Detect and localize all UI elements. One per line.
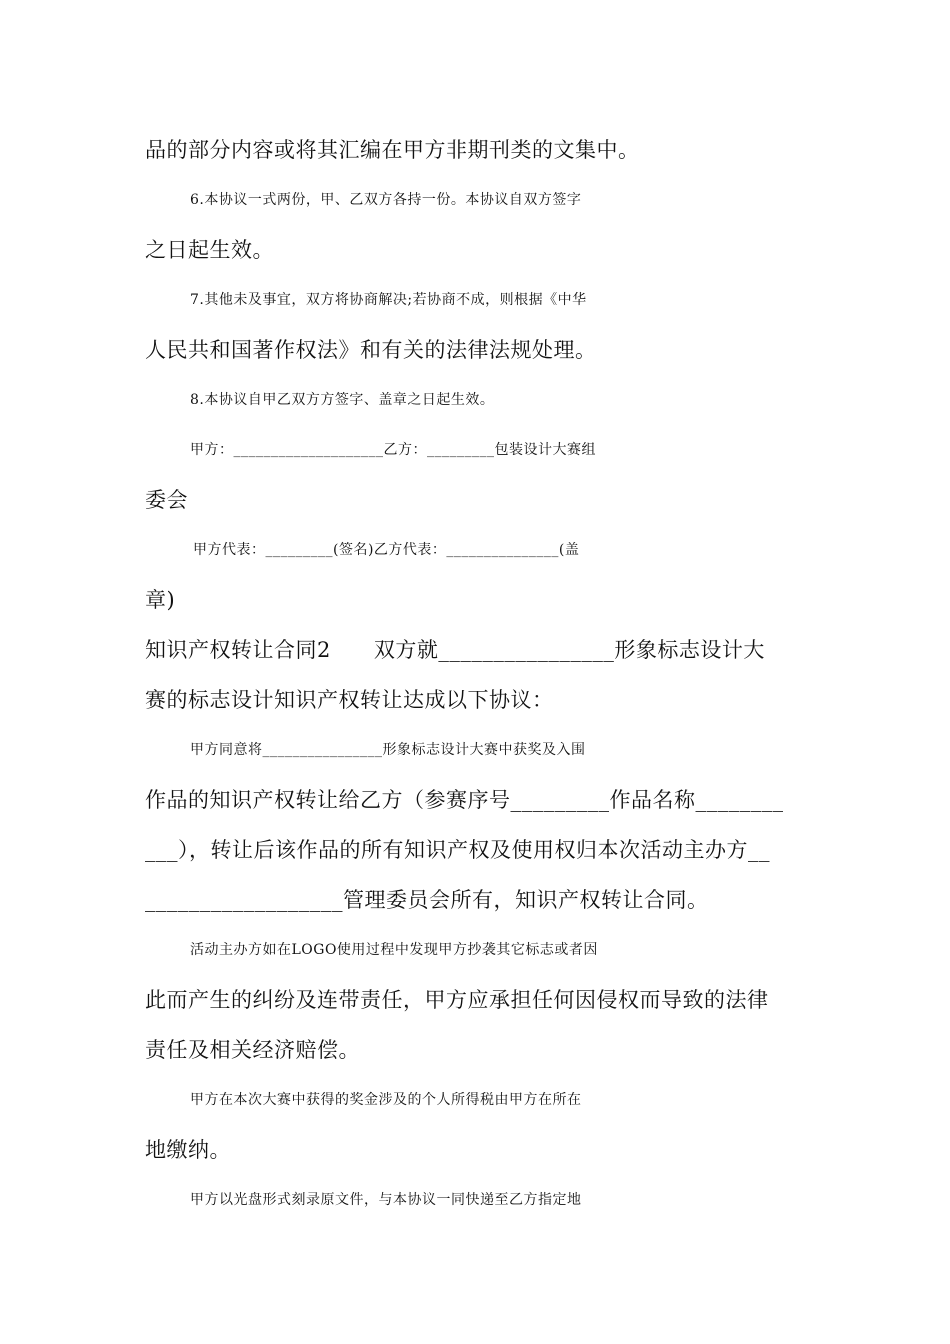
text-line-6: 8.本协议自甲乙双方方签字、盖章之日起生效。 [190, 392, 495, 408]
text-line-7: 甲方：____________________乙方：_________包装设计大赛组 [190, 442, 596, 458]
text-line-12: 赛的标志设计知识产权转让达成以下协议： [145, 688, 554, 712]
text-line-19: 责任及相关经济赔偿。 [145, 1038, 360, 1062]
text-line-20: 甲方在本次大赛中获得的奖金涉及的个人所得税由甲方在所在 [190, 1092, 582, 1108]
text-line-4: 7.其他未及事宜，双方将协商解决;若协商不成，则根据《中华 [190, 292, 587, 308]
text-line-2: 6.本协议一式两份，甲、乙双方各持一份。本协议自双方签字 [190, 192, 582, 208]
text-line-22: 甲方以光盘形式刻录原文件，与本协议一同快递至乙方指定地 [190, 1192, 582, 1208]
text-line-9: 甲方代表：_________(签名)乙方代表：_______________(盖 [193, 542, 580, 558]
text-line-13: 甲方同意将________________形象标志设计大赛中获奖及入围 [190, 742, 586, 758]
text-line-18: 此而产生的纠纷及连带责任，甲方应承担任何因侵权而导致的法律 [145, 988, 769, 1012]
text-line-3: 之日起生效。 [145, 238, 274, 262]
text-line-17: 活动主办方如在LOGO使用过程中发现甲方抄袭其它标志或者因 [190, 942, 598, 958]
section-heading-line: 知识产权转让合同2 双方就________________形象标志设计大 [145, 638, 765, 662]
text-line-8: 委会 [145, 488, 188, 512]
text-line-10: 章) [145, 588, 176, 612]
text-line-15: ___），转让后该作品的所有知识产权及使用权归本次活动主办方__ [145, 838, 770, 862]
text-line-21: 地缴纳。 [145, 1138, 231, 1162]
text-line-5: 人民共和国著作权法》和有关的法律法规处理。 [145, 338, 597, 362]
text-line-14: 作品的知识产权转让给乙方（参赛序号_________作品名称________ [145, 788, 784, 812]
text-line-1: 品的部分内容或将其汇编在甲方非期刊类的文集中。 [145, 138, 640, 162]
text-line-16: __________________管理委员会所有，知识产权转让合同。 [145, 888, 709, 912]
